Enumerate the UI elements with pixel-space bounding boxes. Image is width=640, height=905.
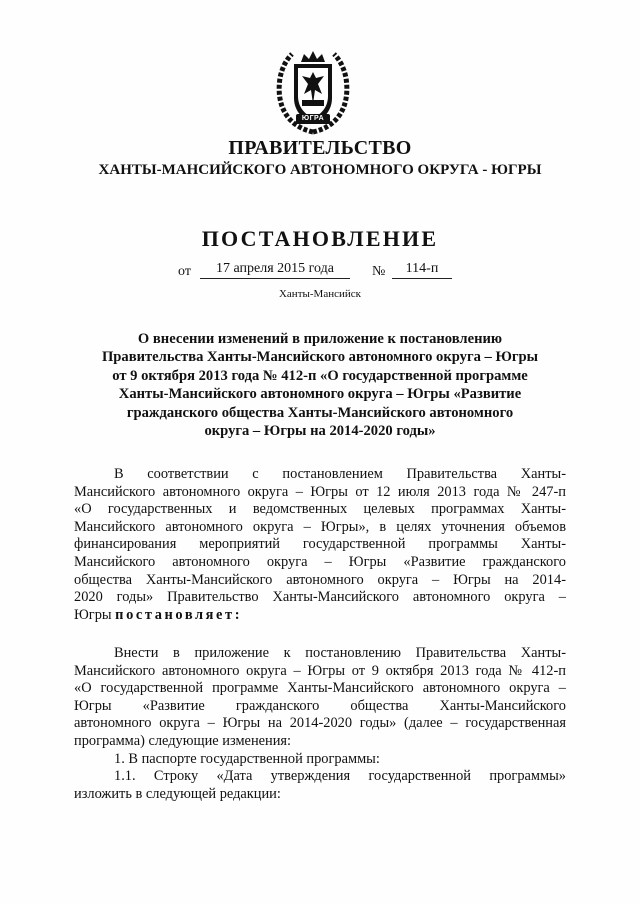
paragraph-line: Югры «Развитие гражданского общества Ханты-Мансийского <box>74 697 566 714</box>
paragraph-line: финансирования мероприятий государственной программы Ханты- <box>74 536 566 553</box>
paragraph-line <box>74 607 566 625</box>
emblem-ribbon-text: ЮГРА <box>301 115 325 122</box>
government-title: ПРАВИТЕЛЬСТВО <box>228 137 412 159</box>
paragraph-line: «О государственных и ведомственных целевых программах Ханты- <box>74 501 566 518</box>
paragraph-line: «О государственной программе Ханты-Мансийского автономного округа – <box>74 680 566 697</box>
resolves-emphasis: постановляет: <box>115 606 243 623</box>
government-subtitle: ХАНТЫ-МАНСИЙСКОГО АВТОНОМНОГО ОКРУГА - ЮГРЫ <box>98 162 542 178</box>
paragraph-line: Мансийского автономного округа – Югры от 12 июля 2013 года № 247-п <box>74 483 566 500</box>
amendment-paragraph <box>74 645 566 803</box>
paragraph-line: Мансийского автономного округа – Югры», в целях уточнения объемов <box>74 518 566 535</box>
paragraph-line: 2020 годы» Правительство Ханты-Мансийского автономного округа – <box>74 589 566 606</box>
paragraph-line: общества Ханты-Мансийского автономного округа – Югры на 2014- <box>74 571 566 588</box>
paragraph-line: В соответствии с постановлением Правительства Ханты- <box>114 466 566 482</box>
decree-date: 17 апреля 2015 года <box>200 261 350 279</box>
decree-type: ПОСТАНОВЛЕНИЕ <box>201 226 439 251</box>
paragraph-line: Мансийского автономного округа – Югры от 9 октября 2013 года № 412-п <box>74 662 566 679</box>
paragraph-line: программа) следующие изменения: <box>74 732 292 749</box>
decree-city: Ханты-Мансийск <box>278 288 361 300</box>
from-label: от <box>178 264 191 279</box>
decree-date-line <box>178 261 478 283</box>
heading-line: Ханты-Мансийского автономного округа – Югры «Развитие <box>118 386 522 403</box>
list-item: 1.1. Строку «Дата утверждения государственной программы» <box>114 768 566 785</box>
paragraph-text: Югры <box>74 606 112 623</box>
paragraph-line: Мансийского автономного округа – Югры «Развитие гражданского <box>74 553 566 570</box>
decree-number: 114-п <box>392 261 452 279</box>
paragraph-line: Внести в приложение к постановлению Правительства Ханты- <box>114 645 566 661</box>
paragraph-line: изложить в следующей редакции: <box>74 785 281 802</box>
coat-of-arms-emblem <box>274 48 352 136</box>
number-label: № <box>372 264 386 279</box>
heading-line: гражданского общества Ханты-Мансийского автономного <box>126 404 514 421</box>
list-item: 1. В паспорте государственной программы: <box>114 750 380 767</box>
preamble-paragraph <box>74 466 566 624</box>
heading-line: округа – Югры на 2014-2020 годы» <box>204 423 436 440</box>
paragraph-line: автономного округа – Югры на 2014-2020 годы» (далее – государственная <box>74 715 566 732</box>
heading-line: О внесении изменений в приложение к постановлению <box>137 331 503 347</box>
heading-line: от 9 октября 2013 года № 412-п «О государственной программе <box>112 367 528 384</box>
decree-heading <box>80 330 560 440</box>
heading-line: Правительства Ханты-Мансийского автономного округа – Югры <box>101 349 539 366</box>
